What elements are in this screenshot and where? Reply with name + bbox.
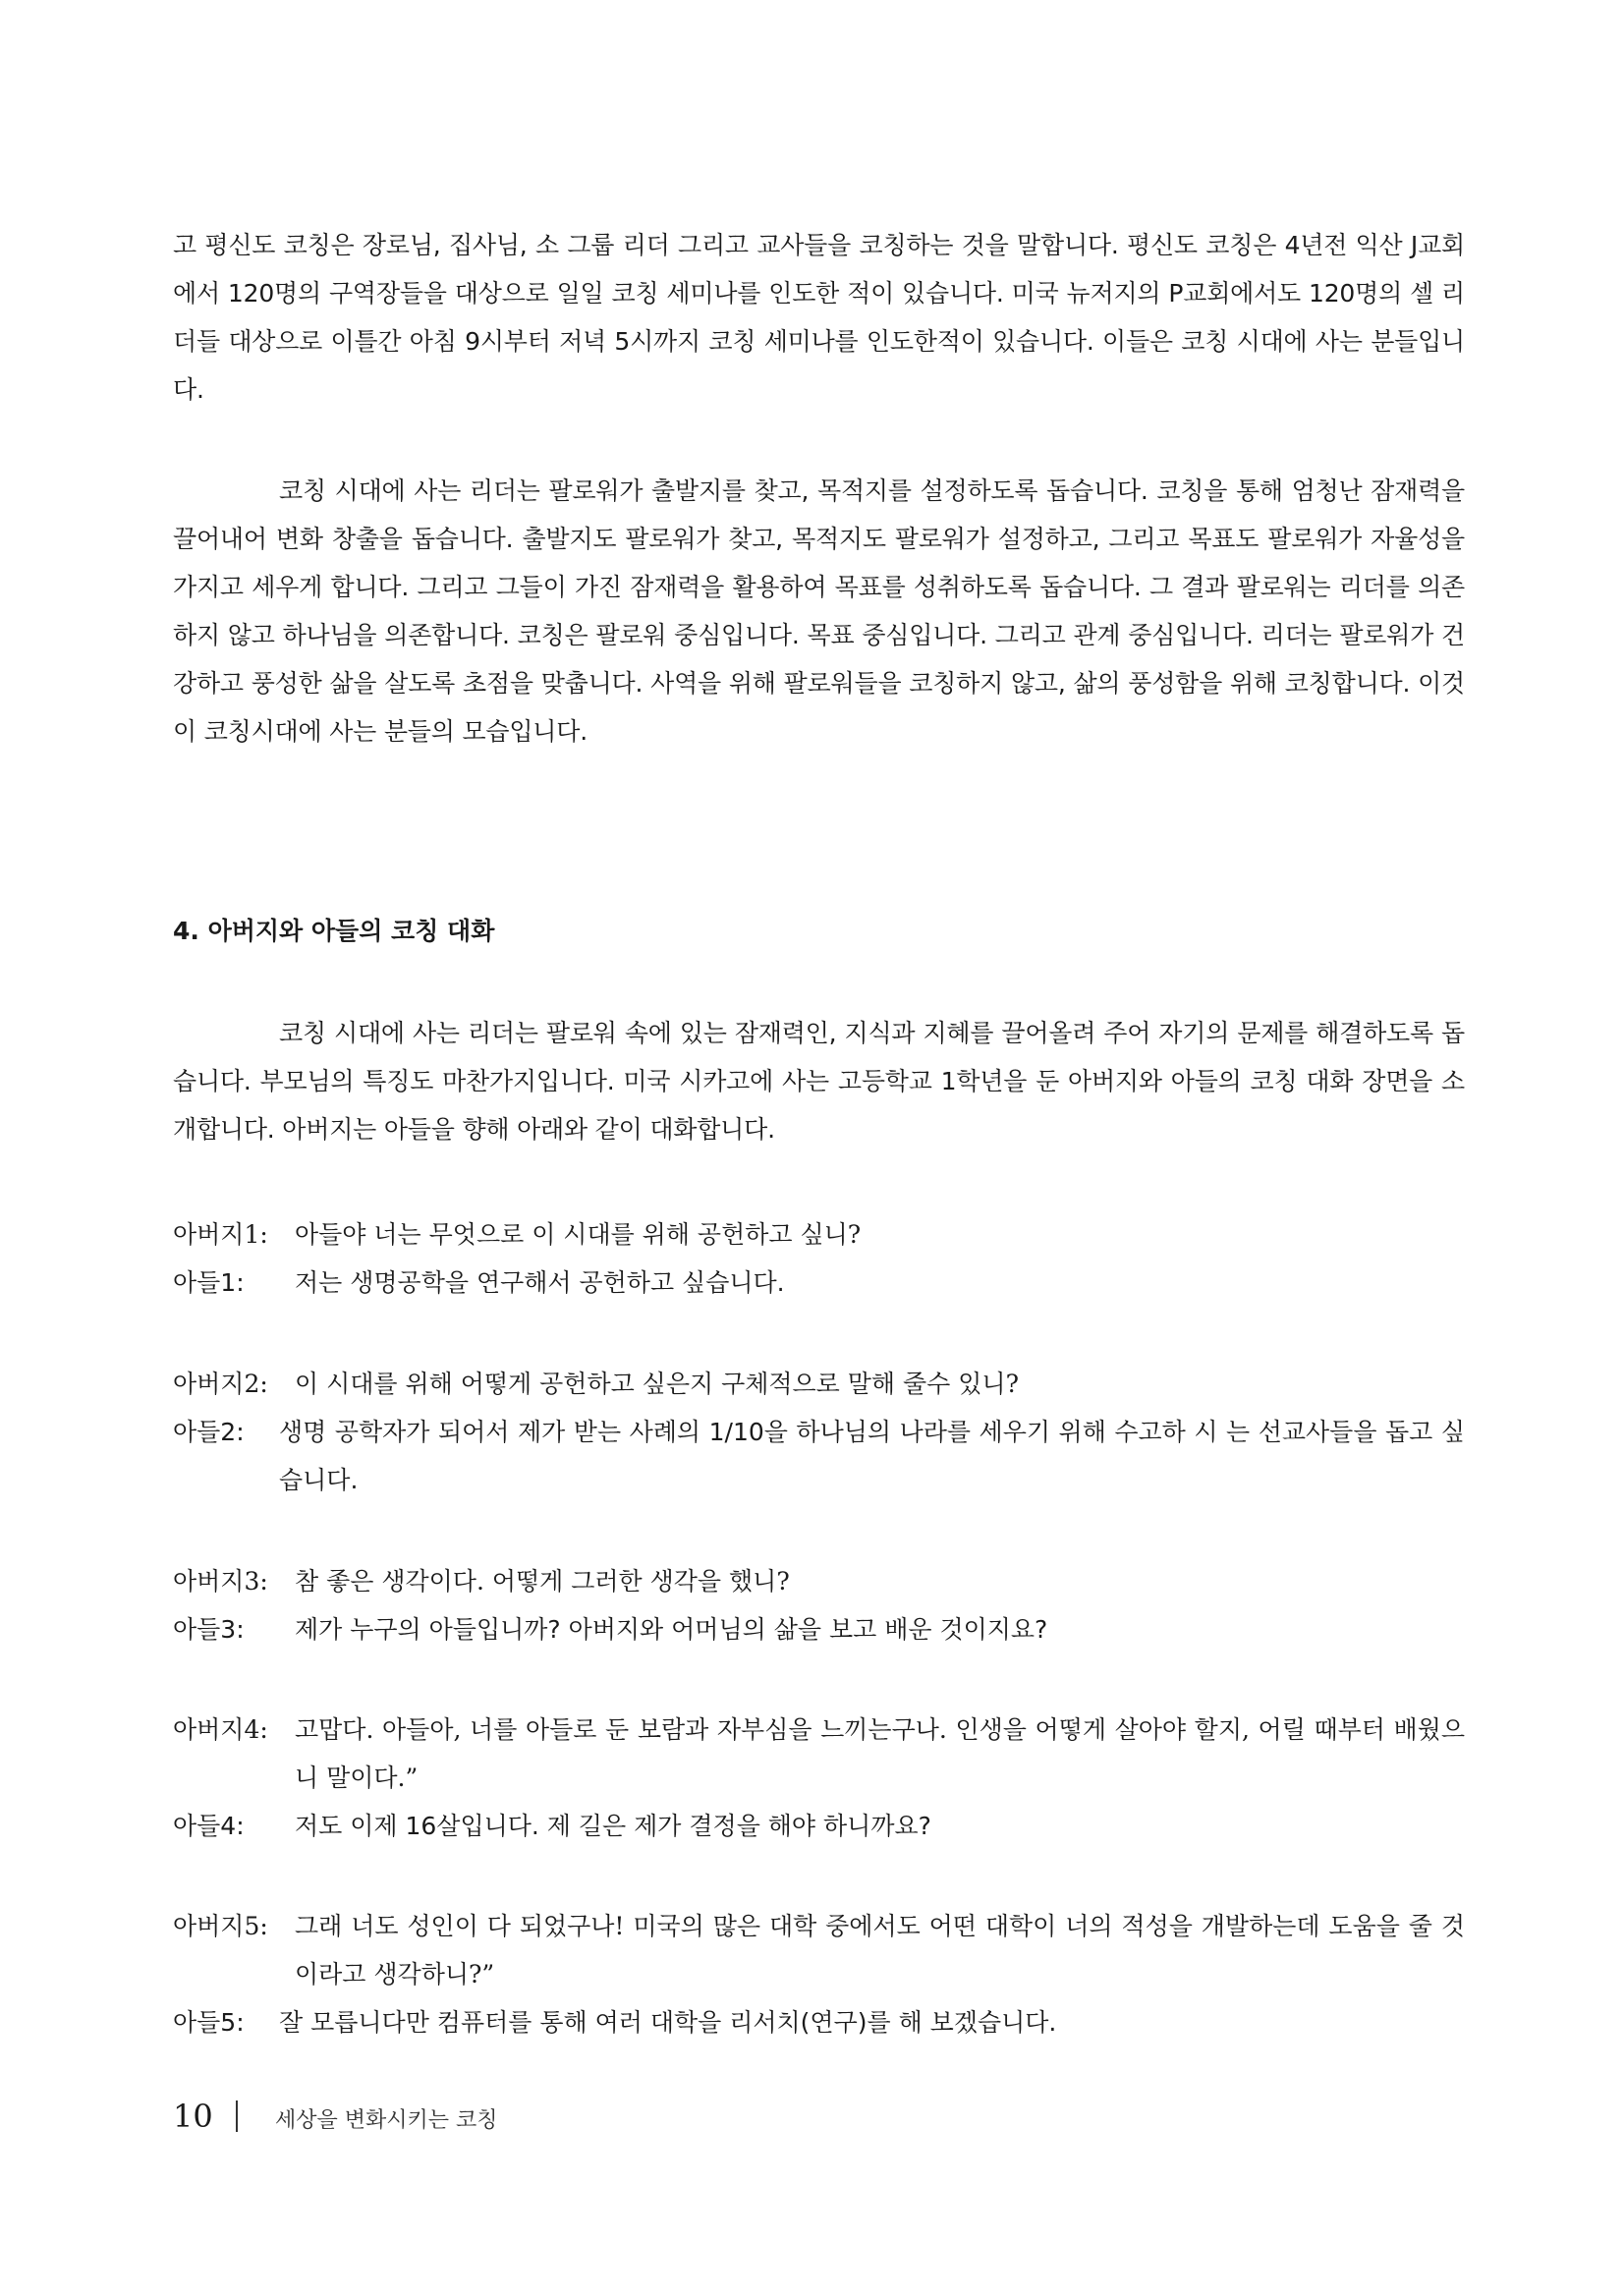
dialogue-text: 고맙다. 아들아, 너를 아들로 둔 보람과 자부심을 느끼는구나. 인생을 어떻게 살아야 할지, 어릴 때부터 배웠으니 말이다.” [295, 1715, 1465, 1792]
dialogue-line-son-3 [173, 1605, 1465, 1653]
dialogue-text: 저는 생명공학을 연구해서 공헌하고 싶습니다. [295, 1268, 785, 1297]
dialogue-text: 이 시대를 위해 어떻게 공헌하고 싶은지 구체적으로 말해 줄수 있니? [295, 1370, 1019, 1398]
dialogue-text: 그래 너도 성인이 다 되었구나! 미국의 많은 대학 중에서도 어떤 대학이 너의 적성을 개발하는데 도움을 줄 것이라고 생각하니?” [295, 1912, 1465, 1988]
paragraph-father-son-intro: 코칭 시대에 사는 리더는 팔로워 속에 있는 잠재력인, 지식과 지혜를 끌어올려 주어 자기의 문제를 해결하도록 돕습니다. 부모님의 특징도 마찬가지입니다. 미국 시카고에 사는 고등학교 1학년을 둔 아버지와 아들의 코칭 대화 장면을 소개합니다. 아버지는 아들을 향해 아래와 같이 대화합니다. [173, 1019, 1465, 1144]
dialogue-line-son-4 [173, 1802, 1465, 1850]
dialogue-text: 저도 이제 16살입니다. 제 길은 제가 결정을 해야 하니까요? [295, 1812, 931, 1840]
speaker-label: 아버지5: [173, 1912, 268, 1940]
speaker-label: 아버지1: [173, 1220, 268, 1249]
dialogue-line-father-5 [173, 1902, 1465, 1998]
speaker-label: 아버지4: [173, 1715, 268, 1744]
dialogue-text: 제가 누구의 아들입니까? 아버지와 어머님의 삶을 보고 배운 것이지요? [295, 1615, 1048, 1644]
dialogue-text: 참 좋은 생각이다. 어떻게 그러한 생각을 했니? [295, 1567, 790, 1596]
section-heading: 4. 아버지와 아들의 코칭 대화 [173, 917, 495, 945]
dialogue-text: 잘 모릅니다만 컴퓨터를 통해 여러 대학을 리서치(연구)를 해 보겠습니다. [279, 2008, 1057, 2037]
page-number: 10 [173, 2098, 213, 2135]
dialogue-line-father-1 [173, 1210, 1465, 1259]
dialogue-line-son-2 [173, 1408, 1465, 1504]
dialogue-line-father-4 [173, 1706, 1465, 1802]
dialogue-text: 생명 공학자가 되어서 제가 받는 사례의 1/10을 하나님의 나라를 세우기 위해 수고하 시 는 선교사들을 돕고 싶습니다. [279, 1418, 1465, 1494]
dialogue-line-son-5 [173, 1998, 1465, 2046]
paragraph-coaching-era-leader: 코칭 시대에 사는 리더는 팔로워가 출발지를 찾고, 목적지를 설정하도록 돕습니다. 코칭을 통해 엄청난 잠재력을 끌어내어 변화 창출을 돕습니다. 출발지도 팔로워가 찾고, 목적지도 팔로워가 설정하고, 그리고 목표도 팔로워가 자율성을 가지고 세우게 합니다. 그리고 그들이 가진 잠재력을 활용하여 목표를 성취하도록 돕습니다. 그 결과 팔로워는 리더를 의존하지 않고 하나님을 의존합니다. 코칭은 팔로워 중심입니다. 목표 중심입니다. 그리고 관계 중심입니다. 리더는 팔로워가 건강하고 풍성한 삶을 살도록 초점을 맞춥니다. 사역을 위해 팔로워들을 코칭하지 않고, 삶의 풍성함을 위해 코칭합니다. 이것이 코칭시대에 사는 분들의 모습입니다. [173, 476, 1465, 746]
dialogue-line-father-2 [173, 1360, 1465, 1408]
dialogue-line-son-1 [173, 1259, 1465, 1307]
paragraph-lay-coaching: 고 평신도 코칭은 장로님, 집사님, 소 그룹 리더 그리고 교사들을 코칭하는 것을 말합니다. 평신도 코칭은 4년전 익산 J교회에서 120명의 구역장들을 대상으로 일일 코칭 세미나를 인도한 적이 있습니다. 미국 뉴저지의 P교회에서도 120명의 셀 리더들 대상으로 이틀간 아침 9시부터 저녁 5시까지 코칭 세미나를 인도한적이 있습니다. 이들은 코칭 시대에 사는 분들입니다. [173, 231, 1465, 404]
speaker-label: 아들4: [173, 1812, 245, 1840]
dialogue-line-father-3 [173, 1557, 1465, 1605]
speaker-label: 아버지2: [173, 1370, 268, 1398]
speaker-label: 아들2: [173, 1418, 245, 1446]
speaker-label: 아들3: [173, 1615, 245, 1644]
footer-divider [236, 2100, 238, 2132]
speaker-label: 아버지3: [173, 1567, 268, 1596]
speaker-label: 아들5: [173, 2008, 245, 2037]
running-footer-title: 세상을 변화시키는 코칭 [275, 2108, 498, 2133]
speaker-label: 아들1: [173, 1268, 245, 1297]
dialogue-text: 아들야 너는 무엇으로 이 시대를 위해 공헌하고 싶니? [295, 1220, 862, 1249]
